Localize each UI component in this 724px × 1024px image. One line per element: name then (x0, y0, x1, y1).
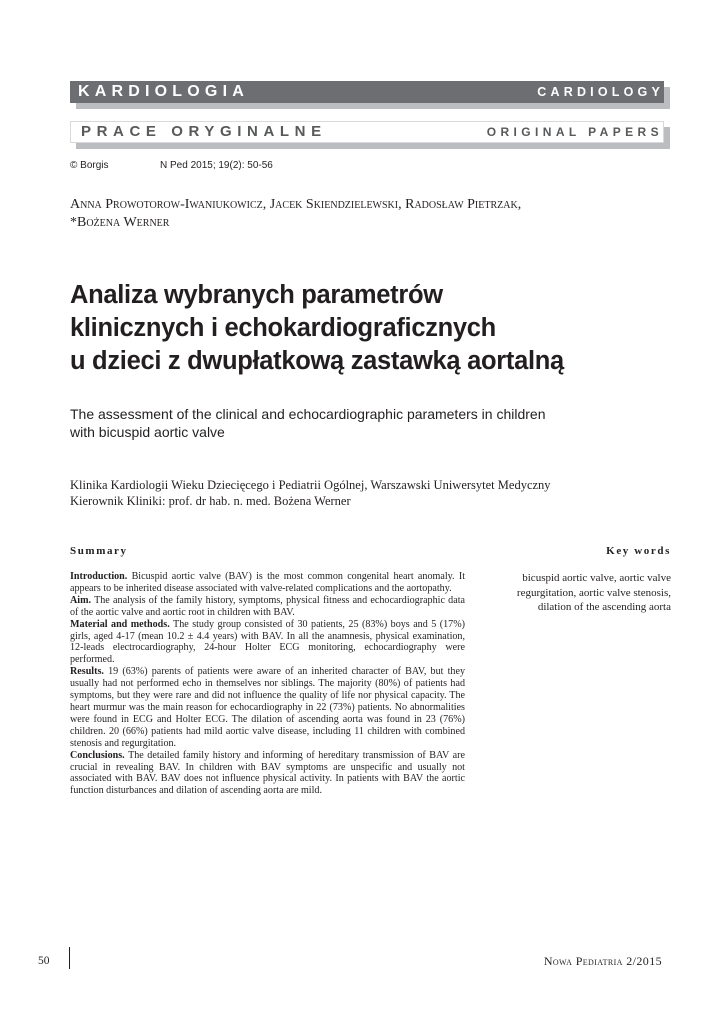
abstract-label: Aim. (70, 594, 92, 606)
title-polish-line-1: Analiza wybranych parametrów (70, 281, 443, 309)
abstract-text: The study group consisted of 30 patients, 25 (83%) boys and 5 (17%) girls, aged 4-17 (mean 10.2 ± 4.4 years) with BAV. In all the anamnesis, physical examination, 12-leads electrocardiography, 24-hour Holter ECG monitoring, echocardiography were performed. (70, 618, 465, 666)
abstract-methods (70, 619, 465, 667)
title-english (70, 405, 630, 441)
abstract-label: Results. (70, 666, 104, 678)
authors-line-2: *Bożena Werner (70, 215, 170, 230)
abstract-conclusions (70, 750, 465, 798)
keywords-list (481, 571, 671, 615)
abstract-aim (70, 595, 465, 619)
title-polish-line-3: u dzieci z dwupłatkową zastawką aortalną (70, 347, 564, 375)
affiliation-line-2: Kierownik Kliniki: prof. dr hab. n. med. Bożena Werner (70, 494, 351, 508)
abstract-label: Material and methods. (70, 618, 170, 630)
footer-divider (69, 947, 70, 969)
title-polish (70, 279, 690, 378)
section-label-en: CARDIOLOGY (537, 85, 664, 99)
keywords-heading: Key words (606, 545, 671, 557)
citation: N Ped 2015; 19(2): 50-56 (160, 160, 273, 171)
publisher: © Borgis (70, 160, 109, 171)
affiliation (70, 477, 670, 509)
abstract-text: 19 (63%) parents of patients were aware of an inherited character of BAV, but they usually had not performed echo in themselves nor siblings. The majority (80%) of patients had symptoms, but they were rare and did not influence the quality of life nor physical capacity. The heart murmur was the main reason for echocardiography in 22 (73%) patients. No abnormalities were found in ECG and Holter ECG. The dilation of ascending aorta was found in 23 (76%) children. 20 (66%) patients had mild aortic valve disease, including 11 children with combined stenosis and regurgitation. (70, 666, 465, 749)
summary-heading: Summary (70, 545, 128, 557)
paper-type-pl: PRACE ORYGINALNE (81, 123, 327, 140)
title-english-line-1: The assessment of the clinical and echocardiographic parameters in children (70, 406, 546, 422)
abstract-label: Conclusions. (70, 749, 125, 761)
abstract-text: Bicuspid aortic valve (BAV) is the most common congenital heart anomaly. It appears to be inherited disease associated with valve-related complications and the aortopathy. (70, 571, 465, 594)
abstract-introduction (70, 571, 465, 595)
page-number: 50 (38, 955, 50, 967)
abstract-text: The detailed family history and informing of hereditary transmission of BAV are crucial in revealing BAV. In children with BAV symptoms are unspecific and usually not associated with BAV. BAV does not influence physical activity. In patients with BAV the aortic function disturbances and dilation of ascending aorta are mild. (70, 749, 465, 797)
abstract-body (70, 571, 465, 797)
keywords-line-2: regurgitation, aortic valve stenosis, (516, 586, 671, 599)
keywords-line-3: dilation of the ascending aorta (537, 601, 671, 613)
title-polish-line-2: klinicznych i echokardiograficznych (70, 314, 496, 342)
section-bar (70, 81, 664, 103)
journal-name: Nowa Pediatria 2/2015 (543, 954, 662, 968)
abstract-results (70, 666, 465, 749)
section-label-pl: KARDIOLOGIA (78, 83, 249, 100)
abstract-text: The analysis of the family history, symptoms, physical fitness and echocardiographic data of the aortic valve and aortic root in children with BAV. (70, 594, 465, 618)
keywords-line-1: bicuspid aortic valve, aortic valve (522, 572, 671, 584)
affiliation-line-1: Klinika Kardiologii Wieku Dziecięcego i Pediatrii Ogólnej, Warszawski Uniwersytet Medyczny (70, 478, 551, 492)
abstract-label: Introduction. (70, 571, 128, 582)
authors (70, 196, 670, 232)
authors-line-1: Anna Prowotorow-Iwaniukowicz, Jacek Skiendzielewski, Radosław Pietrzak, (70, 197, 522, 212)
title-english-line-2: with bicuspid aortic valve (70, 424, 225, 440)
paper-type-en: ORIGINAL PAPERS (486, 125, 663, 139)
paper-type-bar (70, 121, 664, 143)
